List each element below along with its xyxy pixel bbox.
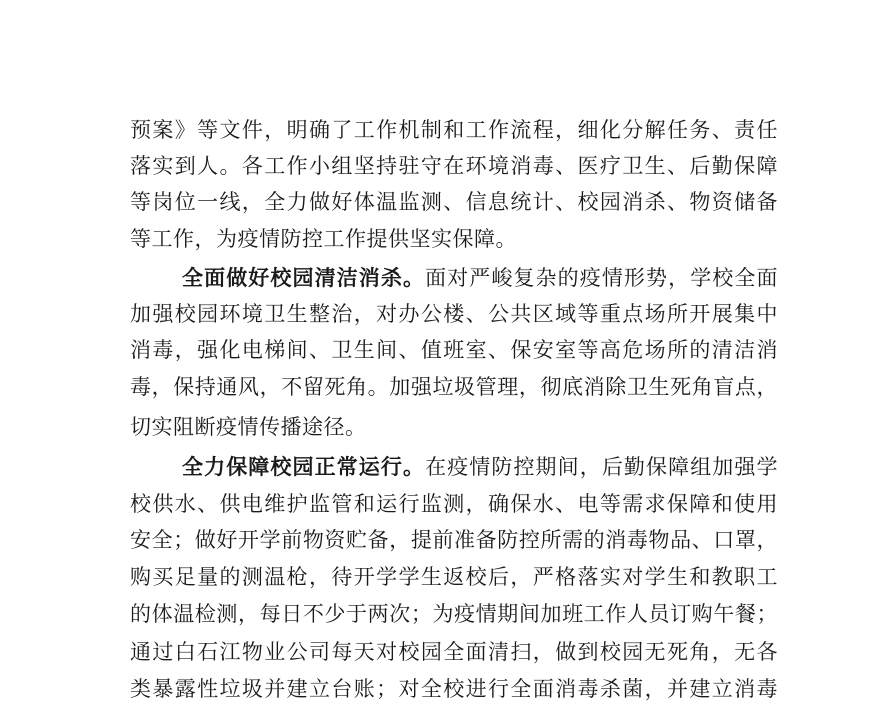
paragraph-2-line-3: 消毒，强化电梯间、卫生间、值班室、保安室等高危场所的清洁消 [130,338,778,362]
paragraph-3-line-3: 安全；做好开学前物资贮备，提前准备防控所需的消毒物品、口罩， [130,528,778,552]
paragraph-3-line-5: 的体温检测，每日不少于两次；为疫情期间加班工作人员订购午餐； [130,602,778,626]
paragraph-2-heading: 全面做好校园清洁消杀。 [182,266,426,290]
paragraph-3-line-4: 购买足量的测温枪，待开学学生返校后，严格落实对学生和教职工 [130,565,778,589]
paragraph-1-line-3: 等岗位一线，全力做好体温监测、信息统计、校园消杀、物资储备 [130,190,778,214]
paragraph-3-line-1 [182,451,778,483]
paragraph-3-line-1-text: 在疫情防控期间，后勤保障组加强学 [425,455,779,479]
paragraph-2-line-1 [182,262,778,294]
paragraph-1-line-4: 等工作，为疫情防控工作提供坚实保障。 [130,227,517,251]
paragraph-2-line-2: 加强校园环境卫生整治，对办公楼、公共区域等重点场所开展集中 [130,302,778,326]
paragraph-1-line-1: 预案》等文件，明确了工作机制和工作流程，细化分解任务、责任 [130,118,778,142]
paragraph-2-line-5: 切实阻断疫情传播途径。 [130,415,367,439]
paragraph-3-heading: 全力保障校园正常运行。 [182,455,426,479]
paragraph-2-line-4: 毒，保持通风，不留死角。加强垃圾管理，彻底消除卫生死角盲点， [130,375,778,399]
paragraph-3-line-7: 类暴露性垃圾并建立台账；对全校进行全面消毒杀菌，并建立消毒 [130,677,778,701]
paragraph-3-line-6: 通过白石江物业公司每天对校园全面清扫，做到校园无死角，无各 [130,640,778,664]
paragraph-2-line-1-text: 面对严峻复杂的疫情形势，学校全面 [425,266,779,290]
paragraph-1-line-2: 落实到人。各工作小组坚持驻守在环境消毒、医疗卫生、后勤保障 [130,154,778,178]
paragraph-3-line-2: 校供水、供电维护监管和运行监测，确保水、电等需求保障和使用 [130,492,778,516]
